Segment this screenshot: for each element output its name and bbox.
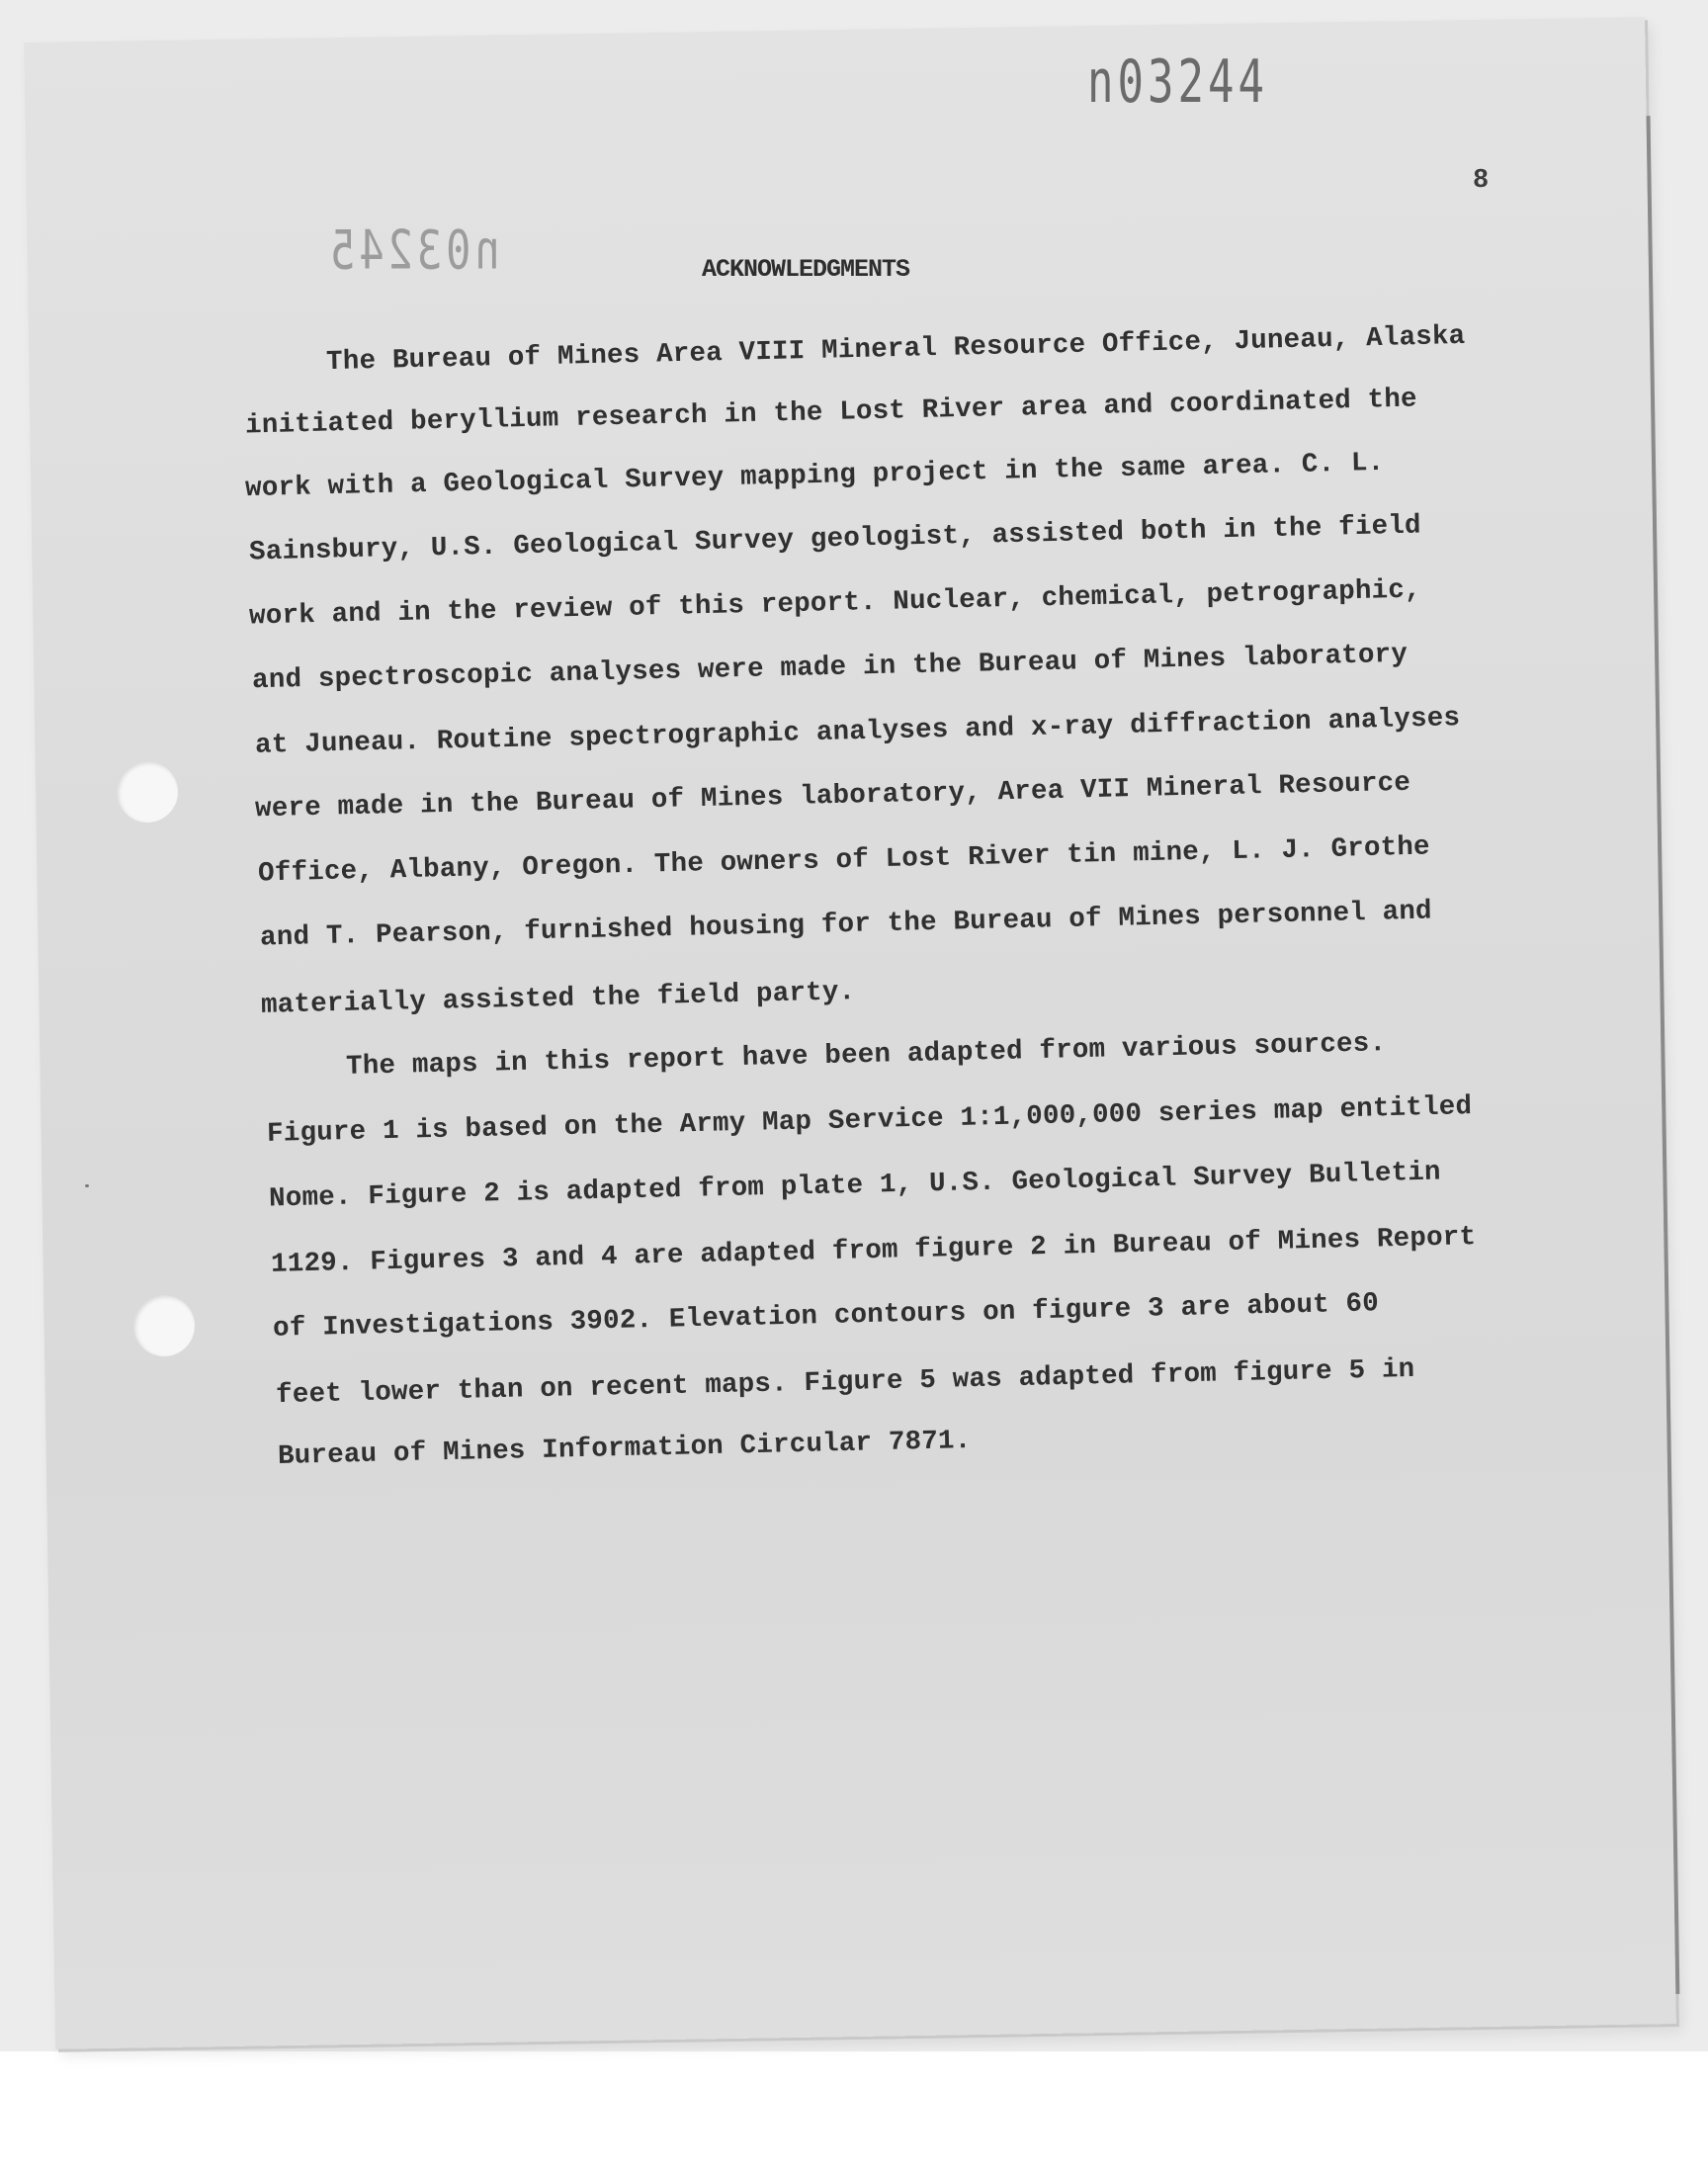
text-line: were made in the Bureau of Mines laboratory, Area VII Mineral Resource xyxy=(254,767,1411,826)
text-line: and T. Pearson, furnished housing for the Bureau of Mines personnel and xyxy=(259,896,1433,954)
text-line: Sainsbury, U.S. Geological Survey geologist, assisted both in the field xyxy=(248,510,1422,568)
text-line: Figure 1 is based on the Army Map Service 1:1,000,000 series map entitled xyxy=(266,1091,1473,1150)
page-number: 8 xyxy=(1473,166,1490,196)
punch-hole-lower xyxy=(133,1295,195,1356)
text-line: work with a Geological Survey mapping project in the same area. C. L. xyxy=(244,447,1385,505)
stamp-bleedthrough-number: n03245 xyxy=(326,218,500,282)
text-line: The maps in this report have been adapted from various sources. xyxy=(345,1028,1387,1083)
stamp-document-number: n03244 xyxy=(1087,48,1268,117)
text-line: 1129. Figures 3 and 4 are adapted from figure 2 in Bureau of Mines Report xyxy=(270,1222,1477,1280)
text-line: and spectroscopic analyses were made in the Bureau of Mines laboratory xyxy=(251,639,1409,697)
text-line: Nome. Figure 2 is adapted from plate 1, U.S. Geological Survey Bulletin xyxy=(268,1157,1442,1215)
text-line: of Investigations 3902. Elevation contours on figure 3 are about 60 xyxy=(272,1288,1380,1345)
punch-hole-upper xyxy=(117,761,178,823)
text-line: Office, Albany, Oregon. The owners of Lost River tin mine, L. J. Grothe xyxy=(257,831,1431,890)
text-line: Bureau of Mines Information Circular 7871. xyxy=(277,1426,972,1472)
text-line: initiated beryllium research in the Lost River area and coordinated the xyxy=(244,384,1418,442)
section-heading: ACKNOWLEDGMENTS xyxy=(702,255,910,284)
scan-speck xyxy=(85,1184,89,1187)
text-line: materially assisted the field party. xyxy=(260,977,856,1021)
text-line: feet lower than on recent maps. Figure 5 was adapted from figure 5 in xyxy=(275,1353,1415,1412)
text-line: at Juneau. Routine spectrographic analyses and x-ray diffraction analyses xyxy=(254,703,1461,761)
text-line: work and in the review of this report. Nuclear, chemical, petrographic, xyxy=(248,574,1422,633)
text-line: The Bureau of Mines Area VIII Mineral Resource Office, Juneau, Alaska xyxy=(325,320,1466,379)
